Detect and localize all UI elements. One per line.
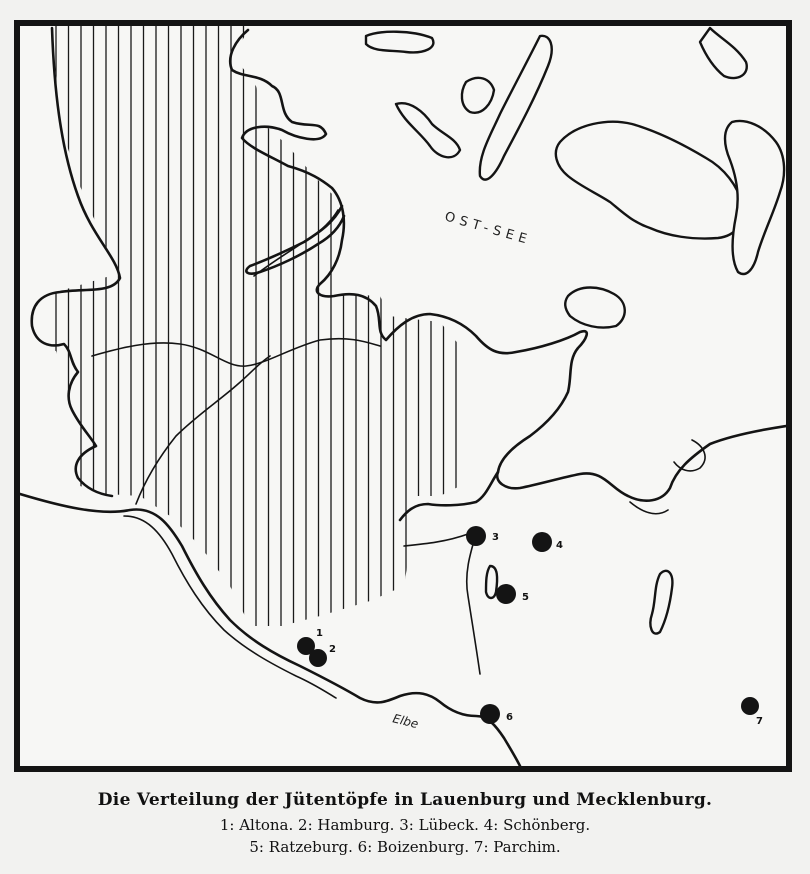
site-number: 5 <box>522 592 529 603</box>
site-number: 7 <box>756 716 763 727</box>
bay-east <box>674 440 705 471</box>
elbe-river-north <box>20 494 520 766</box>
border-north-inland <box>92 339 380 366</box>
coast-east-inland <box>630 502 668 514</box>
site-7-parchim <box>741 697 763 727</box>
kiel-fjord <box>246 206 344 274</box>
site-3-luebeck <box>466 526 499 546</box>
site-6-boizenburg <box>480 704 513 724</box>
island-east-large <box>556 122 743 239</box>
sea-label: OST-SEE <box>442 209 534 249</box>
site-marker <box>466 526 486 546</box>
island-north-east <box>700 28 747 78</box>
canal-line <box>254 210 338 276</box>
site-number: 3 <box>492 532 499 543</box>
island-north-2 <box>396 103 460 157</box>
legend-line-2: 5: Ratzeburg. 6: Boizenburg. 7: Parchim. <box>249 838 561 856</box>
west-coastline <box>32 28 120 496</box>
site-number: 1 <box>316 628 323 639</box>
site-marker <box>480 704 500 724</box>
lake-ratzeburg <box>486 566 497 598</box>
site-4-schoenberg <box>532 532 563 552</box>
island-north-3 <box>462 78 494 113</box>
island-north-4 <box>480 36 552 180</box>
river-label: Elbe <box>391 711 420 732</box>
map-frame <box>14 20 792 772</box>
island-baltic-small <box>565 288 625 328</box>
caption-title: Die Verteilung der Jütentöpfe in Lauenburg und Mecklenburg. <box>97 790 713 810</box>
island-north-1 <box>366 32 433 53</box>
luebeck-bay <box>400 472 498 520</box>
site-marker <box>309 649 327 667</box>
lake-east <box>650 571 672 634</box>
site-number: 4 <box>556 540 563 551</box>
legend-line-1: 1: Altona. 2: Hamburg. 3: Lübeck. 4: Schönberg. <box>219 816 591 834</box>
map-caption <box>0 790 810 858</box>
distribution-map <box>20 26 786 766</box>
site-marker <box>496 584 516 604</box>
trave-river <box>467 534 480 674</box>
site-number: 2 <box>329 644 336 655</box>
site-5-ratzeburg <box>496 584 529 604</box>
site-marker <box>741 697 759 715</box>
border-lauenburg <box>404 534 468 546</box>
elbe-river-south <box>124 516 336 698</box>
site-marker <box>532 532 552 552</box>
site-number: 6 <box>506 712 513 723</box>
distribution-hatch-area <box>56 26 456 766</box>
